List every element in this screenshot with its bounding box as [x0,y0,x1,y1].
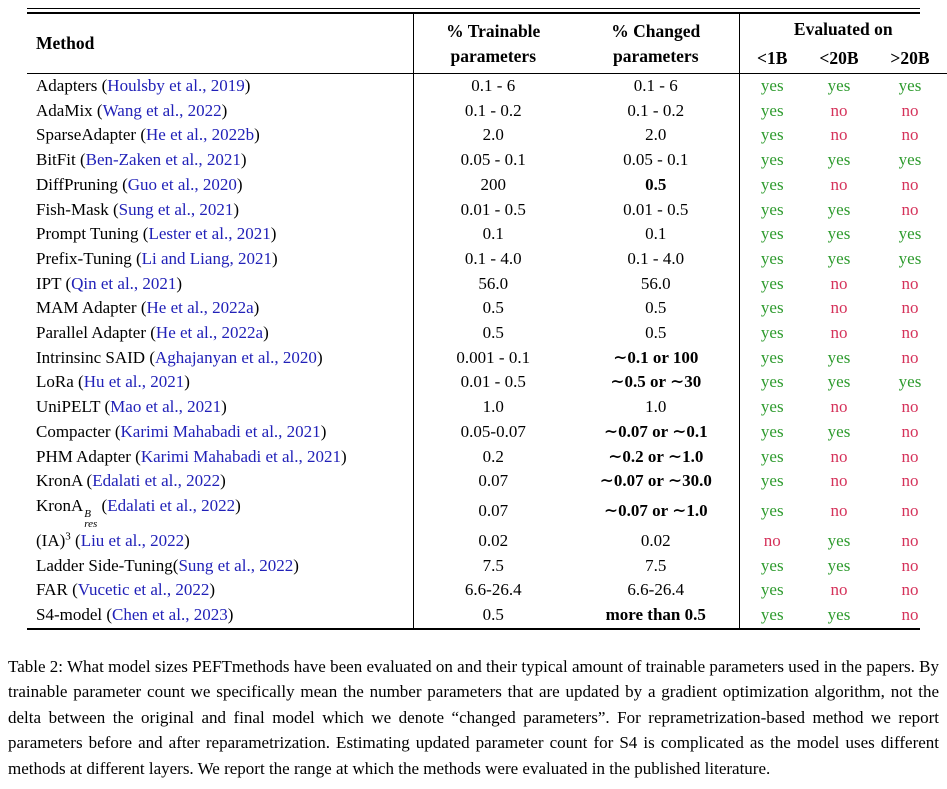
method-name: AdaMix [36,100,93,120]
table-row [27,148,947,173]
changed-value: ∼0.07 or ∼30.0 [599,471,712,491]
col-header-changed-line1: % Changed [611,21,701,41]
citation-close-paren: ) [236,174,243,194]
col-header-lt20b: <20B [819,48,859,68]
trainable-value: 0.1 - 0.2 [413,99,573,124]
citation-open-paren: ( [117,174,128,194]
citation-close-paren: ) [209,580,216,600]
method-name: Adapters [36,76,98,95]
method-cell [27,222,413,247]
citation-close-paren: ) [184,372,190,392]
changed-value: 0.05 - 0.1 [623,150,689,170]
evaluated-lt20b: no [830,501,848,521]
evaluated-lt20b: yes [827,150,851,170]
citation-link[interactable]: Hu et al., 2021 [83,372,185,392]
table-row [27,198,947,223]
evaluated-gt20b: no [901,273,919,293]
table-row [27,123,947,148]
method-name: FAR [36,580,68,600]
method-cell [27,420,413,445]
evaluated-gt20b: yes [898,150,922,170]
evaluated-lt1b: yes [739,296,805,321]
changed-value: more than 0.5 [605,605,706,625]
col-header-lt1b: <1B [739,44,805,74]
evaluated-lt1b: yes [739,99,805,124]
method-cell [27,346,413,371]
citation-open-paren: ( [138,224,149,244]
citation-open-paren: ( [110,421,121,441]
evaluated-lt1b: yes [739,469,805,494]
changed-value: 0.5 [645,174,667,194]
evaluated-gt20b: no [901,501,919,521]
method-name: Compacter [36,421,111,441]
method-name: (IA) [36,530,66,550]
trainable-value: 0.2 [413,445,573,470]
citation-open-paren: ( [82,471,93,491]
evaluated-gt20b: no [901,446,919,466]
method-cell [27,173,413,198]
evaluated-lt1b: yes [739,198,805,223]
trainable-value: 0.5 [413,296,573,321]
evaluated-lt20b: no [830,580,848,600]
evaluated-lt20b: yes [805,74,873,99]
citation-link[interactable]: Chen et al., 2023 [112,605,228,625]
changed-value: 0.1 [645,224,667,244]
col-header-changed-line2: parameters [612,46,699,66]
citation-close-paren: ) [244,76,251,95]
changed-value: ∼0.2 or ∼1.0 [608,446,704,466]
table-row [27,370,947,395]
citation-open-paren: ( [75,150,86,170]
citation-open-paren: ( [97,495,108,515]
citation-link[interactable]: Li and Liang, 2021 [141,248,272,268]
evaluated-lt1b: no [739,529,805,554]
citation-open-paren: ( [146,323,156,343]
evaluated-lt1b: yes [739,247,805,272]
evaluated-lt1b: yes [739,74,805,99]
evaluated-gt20b: no [901,125,919,145]
citation-link[interactable]: Ben-Zaken et al., 2021 [85,150,241,170]
method-cell [27,321,413,346]
trainable-value: 0.01 - 0.5 [413,370,573,395]
method-name: Prompt Tuning [36,224,139,244]
changed-value: 6.6-26.4 [627,580,685,600]
method-cell [27,529,413,554]
citation-close-paren: ) [220,471,226,491]
changed-value: 0.1 - 4.0 [627,248,685,268]
evaluated-lt20b: yes [827,224,851,244]
changed-value: 0.02 [640,530,671,550]
table-caption: Table 2: What model sizes PEFTmethods have been evaluated on and their typical amount of trainable parameters used in the papers. By trainable parameter count we specifically mean the number parameters that are updated by a gradient optimization algorithm, not the delta between the original and final model which we denote “changed parameters”. For reprametrization-based method we report parameters before and after reparametrization. Estimating updated parameter count for S4 is complicated as the model uses different methods at different layers. We report the range at which the methods were evaluated in the published literature. [8,656,939,778]
evaluated-lt1b: yes [739,222,805,247]
method-name: KronA [36,471,83,491]
table-row [27,247,947,272]
evaluated-gt20b: no [901,580,919,600]
citation-open-paren: ( [97,76,108,95]
col-header-trainable-line1: % Trainable [446,21,541,41]
changed-value: 0.01 - 0.5 [623,199,689,219]
changed-value: ∼0.1 or 100 [613,347,699,367]
table-row [27,173,947,198]
method-cell [27,272,413,297]
method-name: Parallel Adapter [36,323,146,343]
evaluated-gt20b: no [901,323,919,343]
table-header [27,14,947,74]
col-header-evaluated-on: Evaluated on [739,14,947,44]
table-row [27,469,947,494]
table2 [27,8,930,630]
trainable-value: 1.0 [413,395,573,420]
table-body [27,74,947,628]
citation-open-paren: ( [145,347,155,367]
evaluated-gt20b: no [901,298,919,318]
citation-open-paren: ( [100,397,111,417]
method-name: IPT [36,273,62,293]
method-cell [27,296,413,321]
citation-link[interactable]: He et al., 2022a [146,298,254,318]
changed-value: 0.1 - 0.2 [627,100,685,120]
trainable-value: 6.6-26.4 [413,578,573,603]
table-row [27,494,947,529]
evaluated-gt20b: yes [898,372,922,392]
citation-link[interactable]: Sung et al., 2022 [178,555,294,575]
evaluated-lt1b: yes [739,370,805,395]
evaluated-lt1b: yes [739,395,805,420]
method-name: PHM Adapter [36,446,131,466]
evaluated-gt20b: no [901,530,919,550]
evaluated-lt20b: no [830,397,848,417]
evaluated-gt20b: yes [898,248,922,268]
citation-close-paren: ) [253,298,260,318]
trainable-value: 0.05-0.07 [413,420,573,445]
citation-link[interactable]: Qin et al., 2021 [71,273,177,293]
changed-value: ∼0.07 or ∼0.1 [603,421,708,441]
method-cell [27,395,413,420]
evaluated-lt20b: no [830,471,848,491]
citation-open-paren: ( [92,100,103,120]
evaluated-lt20b: yes [827,248,851,268]
method-superscript: B [84,507,91,520]
method-cell [27,74,413,99]
evaluated-gt20b: no [901,397,919,417]
evaluated-lt20b: yes [827,421,851,441]
method-cell [27,445,413,470]
method-cell [27,603,413,628]
method-cell [27,578,413,603]
citation-link[interactable]: Karimi Mahabadi et al., 2021 [120,421,321,441]
table-row [27,99,947,124]
method-name: Intrinsinc SAID [36,347,146,367]
trainable-value: 2.0 [413,123,573,148]
evaluated-gt20b: no [901,605,919,625]
evaluated-lt20b: yes [827,605,851,625]
method-name: MAM Adapter [36,298,137,318]
citation-link[interactable]: Edalati et al., 2022 [92,471,221,491]
trainable-value: 0.1 [413,222,573,247]
citation-link[interactable]: Mao et al., 2021 [110,397,222,417]
evaluated-lt1b: yes [739,578,805,603]
trainable-value: 56.0 [413,272,573,297]
method-name: BitFit [36,150,76,170]
evaluated-lt1b: yes [739,321,805,346]
changed-value: ∼0.07 or ∼1.0 [603,501,708,521]
method-name: UniPELT [36,397,101,417]
trainable-value: 0.1 - 6 [413,74,573,99]
evaluated-lt1b: yes [739,445,805,470]
evaluated-gt20b: no [901,199,919,219]
trainable-value: 0.07 [413,469,573,494]
trainable-value: 0.05 - 0.1 [413,148,573,173]
citation-close-paren: ) [233,199,240,219]
citation-close-paren: ) [316,347,323,367]
citation-open-paren: ( [70,530,81,550]
method-cell [27,99,413,124]
citation-open-paren: ( [108,199,119,219]
method-name: SparseAdapter [36,125,137,145]
citation-link[interactable]: Houlsby et al., 2019 [107,76,245,95]
evaluated-lt1b: yes [739,272,805,297]
method-name: LoRa [36,372,74,392]
col-header-gt20b: >20B [890,48,930,68]
table-row [27,529,947,554]
evaluated-lt1b: yes [739,420,805,445]
trainable-value: 0.001 - 0.1 [413,346,573,371]
citation-close-paren: ) [184,530,190,550]
table-row [27,554,947,579]
citation-link[interactable]: Wang et al., 2022 [102,100,222,120]
citation-close-paren: ) [221,100,228,120]
evaluated-lt1b: yes [739,123,805,148]
trainable-value: 0.07 [413,494,573,529]
method-sup-sub [84,509,97,529]
citation-open-paren: ( [61,273,72,293]
evaluated-lt20b: yes [827,530,851,550]
citation-close-paren: ) [293,555,299,575]
evaluated-lt20b: yes [827,347,851,367]
table-row [27,222,947,247]
method-cell [27,554,413,579]
changed-value: 7.5 [645,555,667,575]
table-row [27,603,947,628]
citation-close-paren: ) [270,224,277,244]
citation-link[interactable]: Vucetic et al., 2022 [77,580,210,600]
citation-open-paren: ( [136,298,147,318]
evaluated-gt20b: yes [873,74,947,99]
evaluated-gt20b: yes [898,224,922,244]
citation-open-paren: ( [130,446,141,466]
col-header-trainable [413,14,573,74]
evaluated-lt1b: yes [739,494,805,529]
trainable-value: 0.01 - 0.5 [413,198,573,223]
method-name: S4-model [36,605,103,625]
evaluated-lt20b: yes [827,372,851,392]
table-row [27,578,947,603]
method-name: Prefix-Tuning [36,248,132,268]
col-header-method: Method [36,33,95,53]
table-row [27,445,947,470]
citation-open-paren: ( [73,372,84,392]
citation-close-paren: ) [235,495,241,515]
method-cell [27,469,413,494]
citation-open-paren: ( [102,605,113,625]
evaluated-lt1b: yes [739,554,805,579]
citation-close-paren: ) [240,150,247,170]
method-cell [27,370,413,395]
col-header-trainable-line2: parameters [450,46,537,66]
citation-link[interactable]: He et al., 2022a [155,323,264,343]
table-row [27,272,947,297]
evaluated-lt1b: yes [739,173,805,198]
evaluated-gt20b: no [901,174,919,194]
evaluated-lt1b: yes [739,148,805,173]
method-superscript: 3 [65,530,71,543]
changed-value: 56.0 [640,273,671,293]
citation-link[interactable]: Sung et al., 2021 [118,199,234,219]
changed-value: 0.5 [645,298,667,318]
trainable-value: 0.5 [413,603,573,628]
table-row [27,395,947,420]
method-subscript: res [84,517,98,529]
evaluated-gt20b: no [901,347,919,367]
citation-open-paren: ( [172,555,179,575]
method-cell [27,123,413,148]
citation-link[interactable]: Edalati et al., 2022 [107,495,236,515]
citation-close-paren: ) [271,248,278,268]
citation-link[interactable]: Aghajanyan et al., 2020 [155,347,317,367]
method-name: DiffPruning [36,174,118,194]
method-cell [27,247,413,272]
citation-link[interactable]: Karimi Mahabadi et al., 2021 [140,446,342,466]
method-name: Fish-Mask [36,199,109,219]
citation-close-paren: ) [221,397,227,417]
citation-close-paren: ) [320,421,327,441]
method-cell [27,494,413,529]
evaluated-lt1b: yes [739,346,805,371]
evaluated-lt20b: no [830,446,848,466]
trainable-value: 0.02 [413,529,573,554]
changed-value: 0.5 [645,323,667,343]
evaluated-lt20b: no [830,298,848,318]
evaluated-gt20b: no [901,421,919,441]
evaluated-lt20b: no [830,100,848,120]
evaluated-gt20b: no [901,555,919,575]
evaluated-gt20b: no [901,471,919,491]
evaluated-lt20b: yes [827,555,851,575]
citation-close-paren: ) [254,125,260,145]
table-row [27,74,947,99]
col-header-changed [573,14,739,74]
trainable-value: 7.5 [413,554,573,579]
table-row [27,296,947,321]
citation-open-paren: ( [131,248,142,268]
citation-close-paren: ) [227,605,234,625]
trainable-value: 0.5 [413,321,573,346]
table-row [27,321,947,346]
evaluated-lt1b: yes [739,603,805,628]
table-row [27,346,947,371]
changed-value: 0.1 - 6 [573,74,739,99]
method-cell [27,148,413,173]
citation-link[interactable]: Liu et al., 2022 [80,530,185,550]
citation-link[interactable]: Guo et al., 2020 [127,174,237,194]
citation-close-paren: ) [263,323,269,343]
citation-link[interactable]: Lester et al., 2021 [148,224,271,244]
evaluated-lt20b: no [830,273,848,293]
peft-table [27,14,947,628]
trainable-value: 0.1 - 4.0 [413,247,573,272]
top-rule-thin [27,8,920,9]
citation-open-paren: ( [67,580,78,600]
citation-open-paren: ( [136,125,146,145]
method-cell [27,198,413,223]
evaluated-lt20b: yes [827,199,851,219]
evaluated-lt20b: no [830,174,848,194]
citation-close-paren: ) [176,273,183,293]
evaluated-lt20b: no [830,125,848,145]
table-row [27,420,947,445]
changed-value: 2.0 [645,125,667,145]
evaluated-gt20b: no [901,100,919,120]
bottom-rule [27,628,920,630]
citation-close-paren: ) [341,446,347,466]
method-name: Ladder Side-Tuning [36,555,173,575]
changed-value: 1.0 [645,397,667,417]
trainable-value: 200 [413,173,573,198]
method-name: KronA [36,495,84,515]
citation-link[interactable]: He et al., 2022b [146,125,255,145]
changed-value: ∼0.5 or ∼30 [610,372,702,392]
evaluated-lt20b: no [830,323,848,343]
